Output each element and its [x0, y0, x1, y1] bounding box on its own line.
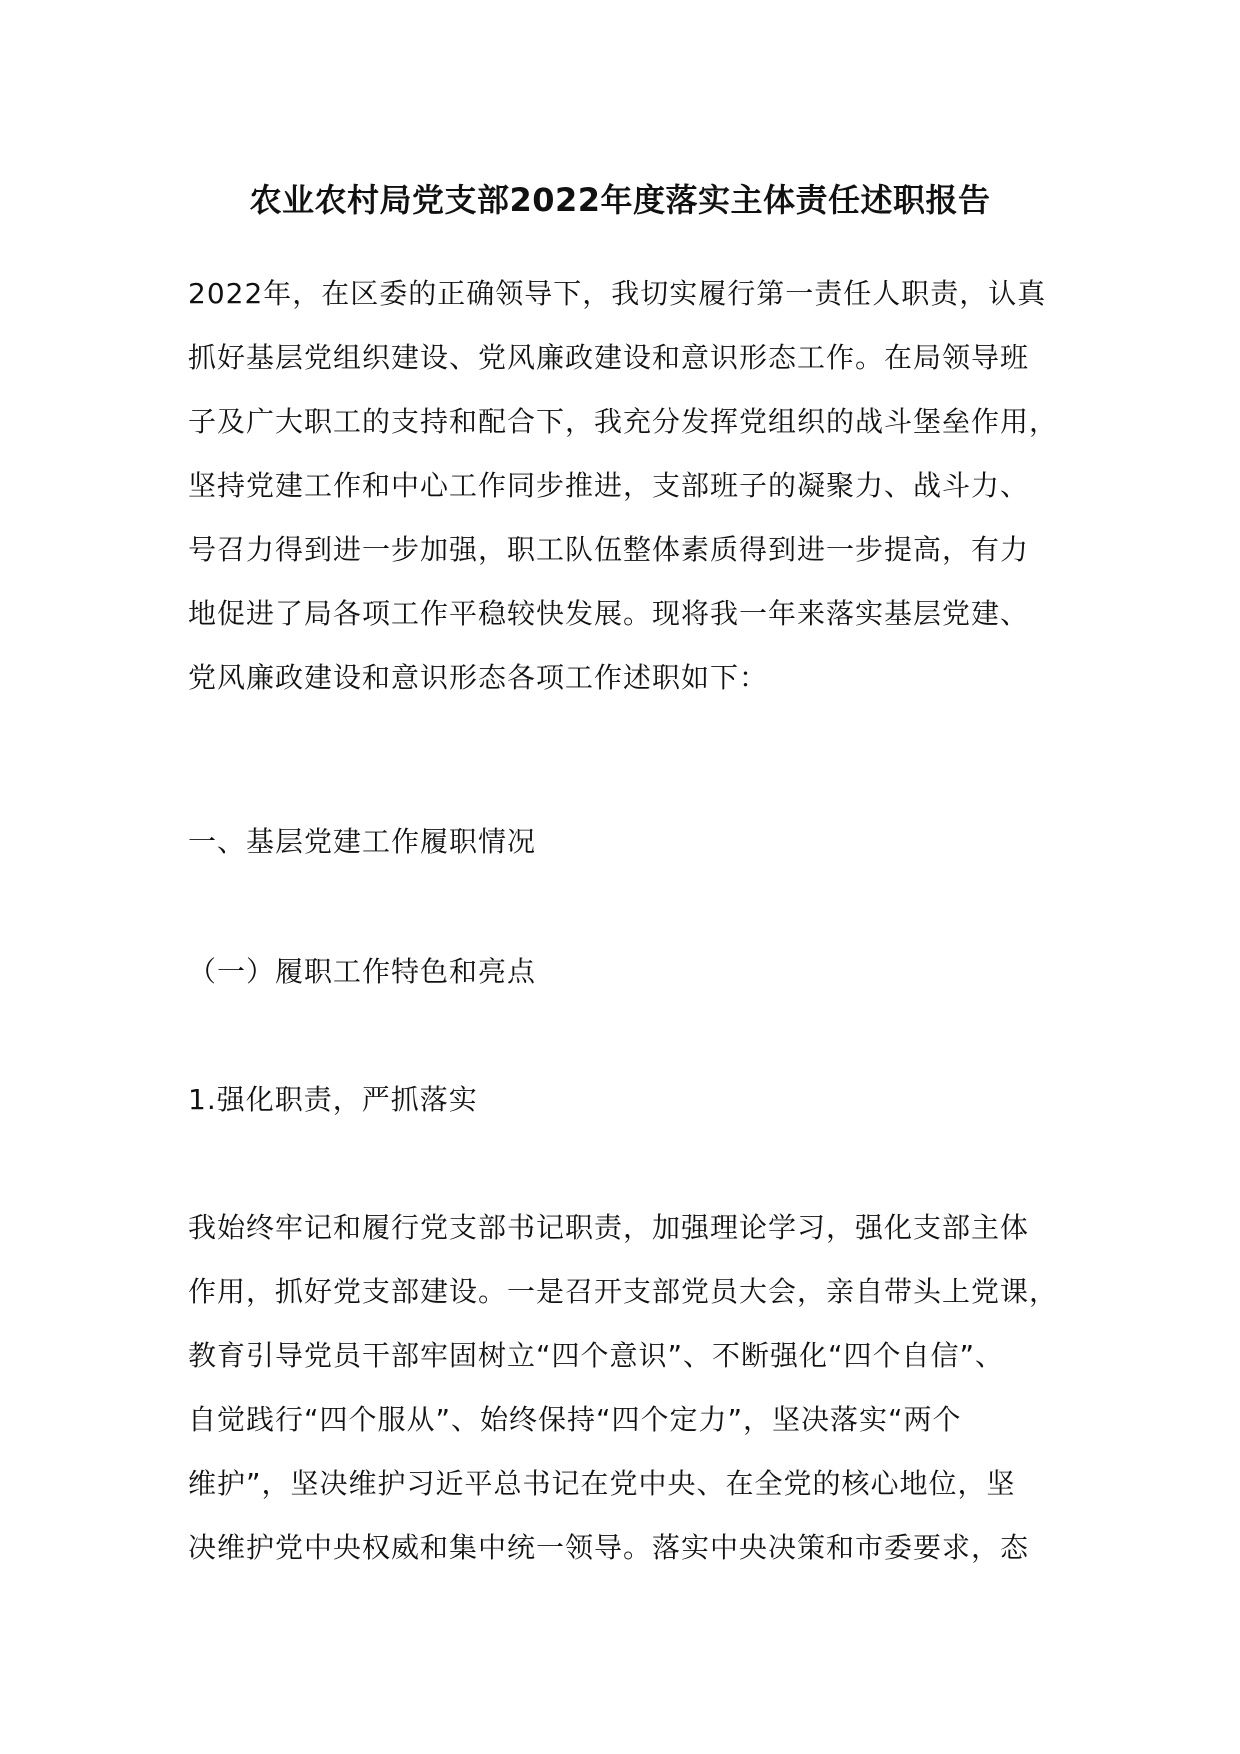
paragraph-line: 决维护党中央权威和集中统一领导。落实中央决策和市委要求，态	[188, 1531, 1030, 1564]
subsection-heading: （一）履职工作特色和亮点	[188, 955, 537, 988]
paragraph-line: 自觉践行“四个服从”、始终保持“四个定力”，坚决落实“两个	[188, 1403, 962, 1436]
paragraph-line: 子及广大职工的支持和配合下，我充分发挥党组织的战斗堡垒作用，	[188, 405, 1059, 438]
paragraph-line: 地促进了局各项工作平稳较快发展。现将我一年来落实基层党建、	[188, 597, 1030, 630]
paragraph-line: 维护”，坚决维护习近平总书记在党中央、在全党的核心地位，坚	[188, 1467, 1016, 1500]
document-title: 农业农村局党支部2022年度落实主体责任述职报告	[249, 181, 991, 219]
paragraph-line: 教育引导党员干部牢固树立“四个意识”、不断强化“四个自信”、	[188, 1339, 1005, 1372]
section-heading: 一、基层党建工作履职情况	[188, 825, 537, 858]
intro-paragraph	[188, 262, 1088, 710]
paragraph-line: 党风廉政建设和意识形态各项工作述职如下：	[188, 661, 769, 694]
paragraph-line: 2022年，在区委的正确领导下，我切实履行第一责任人职责，认真	[188, 277, 1047, 310]
paragraph-line: 作用，抓好党支部建设。一是召开支部党员大会，亲自带头上党课，	[188, 1275, 1059, 1308]
paragraph-line: 坚持党建工作和中心工作同步推进，支部班子的凝聚力、战斗力、	[188, 469, 1030, 502]
paragraph-line: 我始终牢记和履行党支部书记职责，加强理论学习，强化支部主体	[188, 1211, 1030, 1244]
item-heading: 1.强化职责，严抓落实	[188, 1083, 478, 1116]
paragraph-line: 抓好基层党组织建设、党风廉政建设和意识形态工作。在局领导班	[188, 341, 1030, 374]
item-paragraph	[188, 1196, 1088, 1580]
paragraph-line: 号召力得到进一步加强，职工队伍整体素质得到进一步提高，有力	[188, 533, 1030, 566]
